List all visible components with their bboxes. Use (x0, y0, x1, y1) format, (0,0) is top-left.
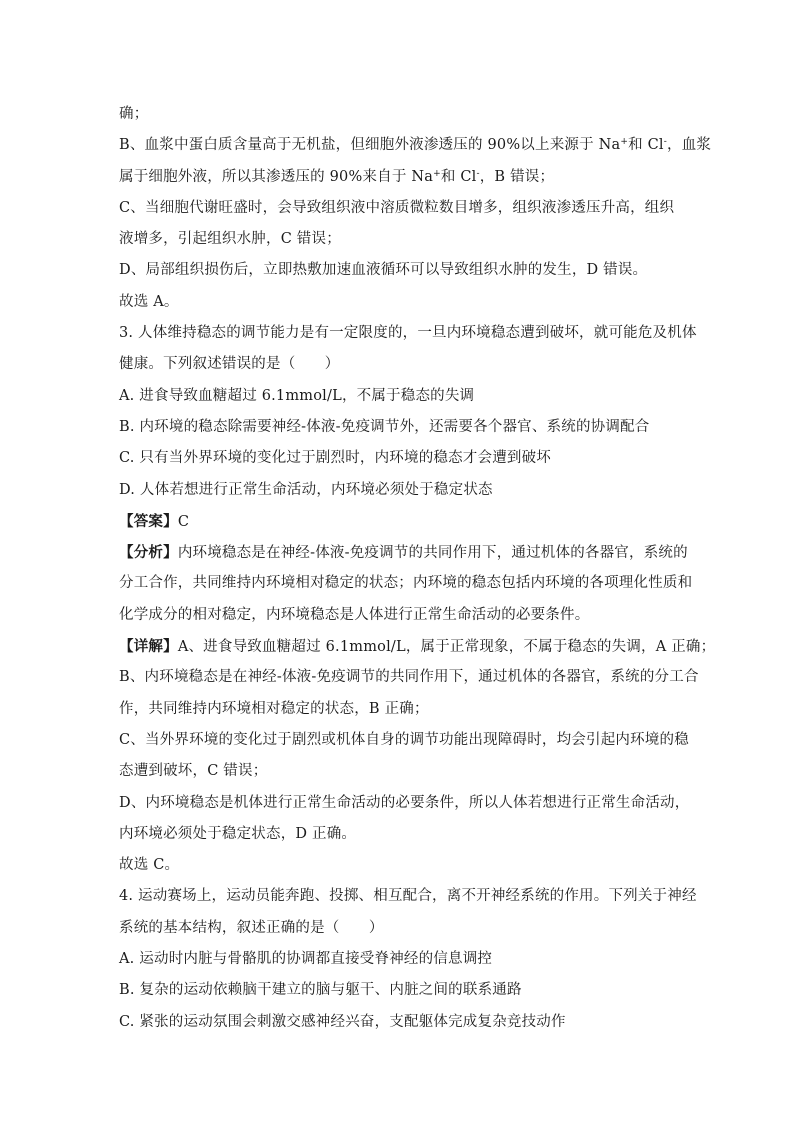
option-a: A. 进食导致血糖超过 6.1mmol/L，不属于稳态的失调 (119, 387, 475, 404)
superscript: + (620, 137, 629, 148)
text-line: B、血浆中蛋白质含量高于无机盐，但细胞外液渗透压的 90%以上来源于 Na+和 Cl-，血浆 (119, 137, 712, 154)
analysis-line: 【分析】内环境稳态是在神经-体液-免疫调节的共同作用下，通过机体的各器官，系统的 (119, 544, 688, 562)
analysis-label: 【分析】 (119, 544, 178, 562)
answer-line: 【答案】C (119, 512, 190, 530)
option-b: B. 复杂的运动依赖脑干建立的脑与躯干、内脏之间的联系通路 (119, 982, 522, 999)
text-line: 故选 A。 (119, 293, 179, 310)
question-stem: 系统的基本结构，叙述正确的是（ ） (119, 919, 384, 936)
explanation-line: 【详解】A、进食导致血糖超过 6.1mmol/L，属于正常现象，不属于稳态的失调，A 正确； (119, 638, 716, 656)
question-stem: 4. 运动赛场上，运动员能奔跑、投掷、相互配合，离不开神经系统的作用。下列关于神经 (119, 888, 697, 905)
superscript: + (433, 168, 441, 179)
answer-label: 【答案】 (119, 512, 178, 530)
text-line: 确； (119, 106, 149, 122)
option-a: A. 运动时内脏与骨骼肌的协调都直接受脊神经的信息调控 (119, 951, 493, 968)
text-line: 内环境必须处于稳定状态，D 正确。 (119, 825, 357, 842)
option-b: B. 内环境的稳态除需要神经-体液-免疫调节外，还需要各个器官、系统的协调配合 (119, 418, 650, 435)
text-line: 液增多，引起组织水肿，C 错误； (119, 231, 341, 248)
text-line: 态遭到破坏，C 错误； (119, 763, 268, 780)
text-line: C、当外界环境的变化过于剧烈或机体自身的调节功能出现障碍时，均会引起内环境的稳 (119, 731, 689, 748)
option-c: C. 紧张的运动氛围会刺激交感神经兴奋，支配躯体完成复杂竞技动作 (119, 1013, 566, 1030)
text-line: B、内环境稳态是在神经-体液-免疫调节的共同作用下，通过机体的各器官，系统的分工合 (119, 669, 699, 686)
text-line: C、当细胞代谢旺盛时，会导致组织液中溶质微粒数目增多，组织液渗透压升高，组织 (119, 199, 675, 216)
option-c: C. 只有当外界环境的变化过于剧烈时，内环境的稳态才会遭到破坏 (119, 450, 551, 467)
text-line: 作，共同维持内环境相对稳定的状态，B 正确； (119, 700, 429, 717)
superscript: - (663, 137, 667, 148)
option-d: D. 人体若想进行正常生命活动，内环境必须处于稳定状态 (119, 481, 493, 498)
superscript: - (476, 168, 480, 179)
text-line: 分工合作，共同维持内环境相对稳定的状态；内环境的稳态包括内环境的各项理化性质和 (119, 575, 693, 592)
question-stem: 健康。下列叙述错误的是（ ） (119, 356, 340, 373)
question-stem: 3. 人体维持稳态的调节能力是有一定限度的，一旦内环境稳态遭到破坏，就可能危及机体 (119, 325, 697, 342)
text-line: 化学成分的相对稳定，内环境稳态是人体进行正常生命活动的必要条件。 (119, 606, 590, 623)
explanation-label: 【详解】 (119, 638, 178, 656)
text-line: D、内环境稳态是机体进行正常生命活动的必要条件，所以人体若想进行正常生命活动， (119, 794, 690, 811)
document-body (119, 99, 716, 1038)
text-line: 属于细胞外液，所以其渗透压的 90%来自于 Na+和 Cl-，B 错误； (119, 168, 555, 185)
text-line: 故选 C。 (119, 857, 180, 874)
text-line: D、局部组织损伤后，立即热敷加速血液循环可以导致组织水肿的发生，D 错误。 (119, 262, 648, 279)
